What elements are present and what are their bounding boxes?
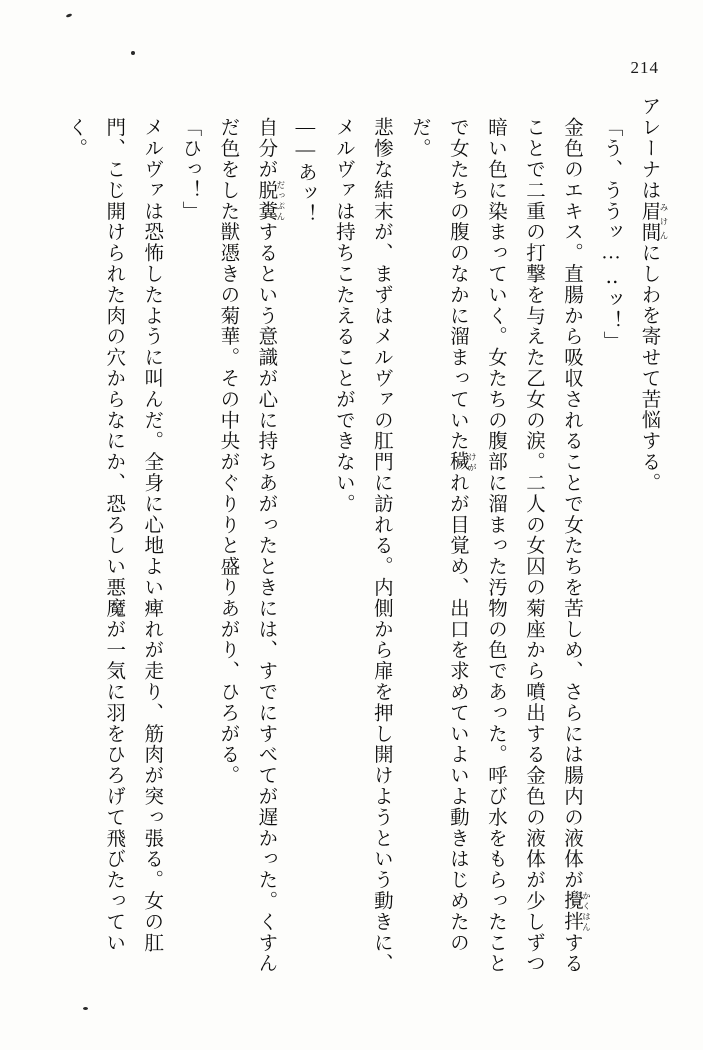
paragraph: 「ひっ！」	[179, 117, 201, 222]
ruby-annotation: 眉間 みけん	[638, 200, 669, 243]
paragraph: メルヴァは恐怖したように叫んだ。全身に心地よい痺れが走り、筋肉が突っ張る。女の肛門、こじ開けられた肉の穴からなにか、恐ろしい悪魔が一気に羽をひろげて飛びたっていく。	[65, 117, 163, 953]
paragraph: ――あッ！	[294, 117, 316, 225]
paragraph: 悲惨な結末が、まずはメルヴァの肛門に訪れる。内側から扉を押し開けようという動きに、メルヴァは持ちこたえることができない。	[332, 117, 392, 974]
paragraph: 金色のエキス。直腸から吸収されることで女たちを苦しめ、さらには腸内の液体が攪拌 かくはんすることで二重の打撃を与えた乙女の涙。二人の女囚の菊座から噴出する金色の液体が少しずつ暗い色に染まっていく。女たちの腹部に溜まった汚物の色であった。呼び水をもらったことで女たちの腹のなかに溜まっていた穢 けがれが目覚め、出口を求めていよいよ動きはじめたのだ。	[408, 117, 592, 974]
scan-artifact-mark	[131, 51, 135, 55]
paragraph: 「う、ううッ…‥ッ！」	[600, 117, 622, 352]
scan-artifact-mark	[83, 1007, 88, 1010]
ruby-annotation: 攪拌 かくはん	[560, 890, 592, 933]
scan-artifact-mark	[66, 13, 73, 18]
ruby-annotation: 脱糞 だっぷん	[255, 179, 286, 222]
paragraph: 自分が脱糞 だっぷんするという意識が心に持ちあがったときには、すでにすべてが遅かった。くすんだ色をした獣憑きの菊華。その中央がぐりりと盛りあがり、ひろがる。	[217, 117, 286, 974]
ruby-annotation: 穢 けが	[446, 451, 478, 473]
page-body-text	[65, 96, 669, 976]
paragraph: アレーナは眉間 みけんにしわを寄せて苦悩する。	[638, 96, 669, 494]
page-number: 214	[630, 58, 659, 77]
